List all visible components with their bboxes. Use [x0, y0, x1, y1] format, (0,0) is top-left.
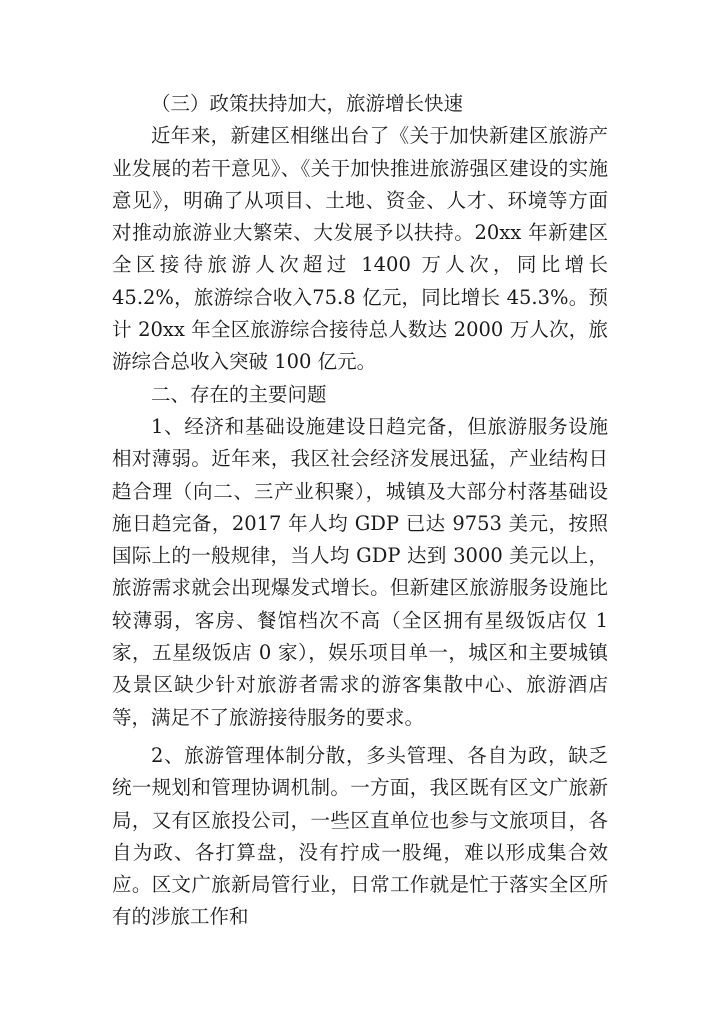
document-body	[112, 88, 608, 934]
section-three-heading: （三）政策扶持加大，旅游增长快速	[151, 92, 464, 115]
issue-two-paragraph: 2、旅游管理体制分散，多头管理、各自为政，缺乏统一规划和管理协调机制。一方面，我区既有区文广旅新局，又有区旅投公司，一些区直单位也参与文旅项目，各自为政、各打算盘，没有拧成一股绳，难以形成集合效应。区文广旅新局管行业，日常工作就是忙于落实全区所有的涉旅工作和	[112, 743, 608, 929]
section-three-paragraph: 近年来，新建区相继出台了《关于加快新建区旅游产业发展的若干意见》、《关于加快推进旅游强区建设的实施意见》，明确了从项目、土地、资金、人才、环境等方面对推动旅游业大繁荣、大发展予以扶持。20xx 年新建区全区接待旅游人次超过 1400 万人次，同比增长 45.2%，旅游综合收入75.8 亿元，同比增长 45.3%。预计 20xx 年全区旅游综合接待总人数达 2000 万人次，旅游综合总收入突破 100 亿元。	[112, 124, 608, 374]
issue-one-paragraph: 1、经济和基础设施建设日趋完备，但旅游服务设施相对薄弱。近年来，我区社会经济发展迅猛，产业结构日趋合理（向二、三产业积聚），城镇及大部分村落基础设施日趋完备，2017 年人均 GDP 已达 9753 美元，按照国际上的一般规律，当人均 GDP 达到 3000 美元以上，旅游需求就会出现爆发式增长。但新建区旅游服务设施比较薄弱，客房、餐馆档次不高（全区拥有星级饭店仅 1 家，五星级饭店 0 家），娱乐项目单一，城区和主要城镇及景区缺少针对旅游者需求的游客集散中心、旅游酒店等，满足不了旅游接待服务的要求。	[112, 414, 608, 729]
section-two-heading: 二、存在的主要问题	[151, 382, 327, 406]
